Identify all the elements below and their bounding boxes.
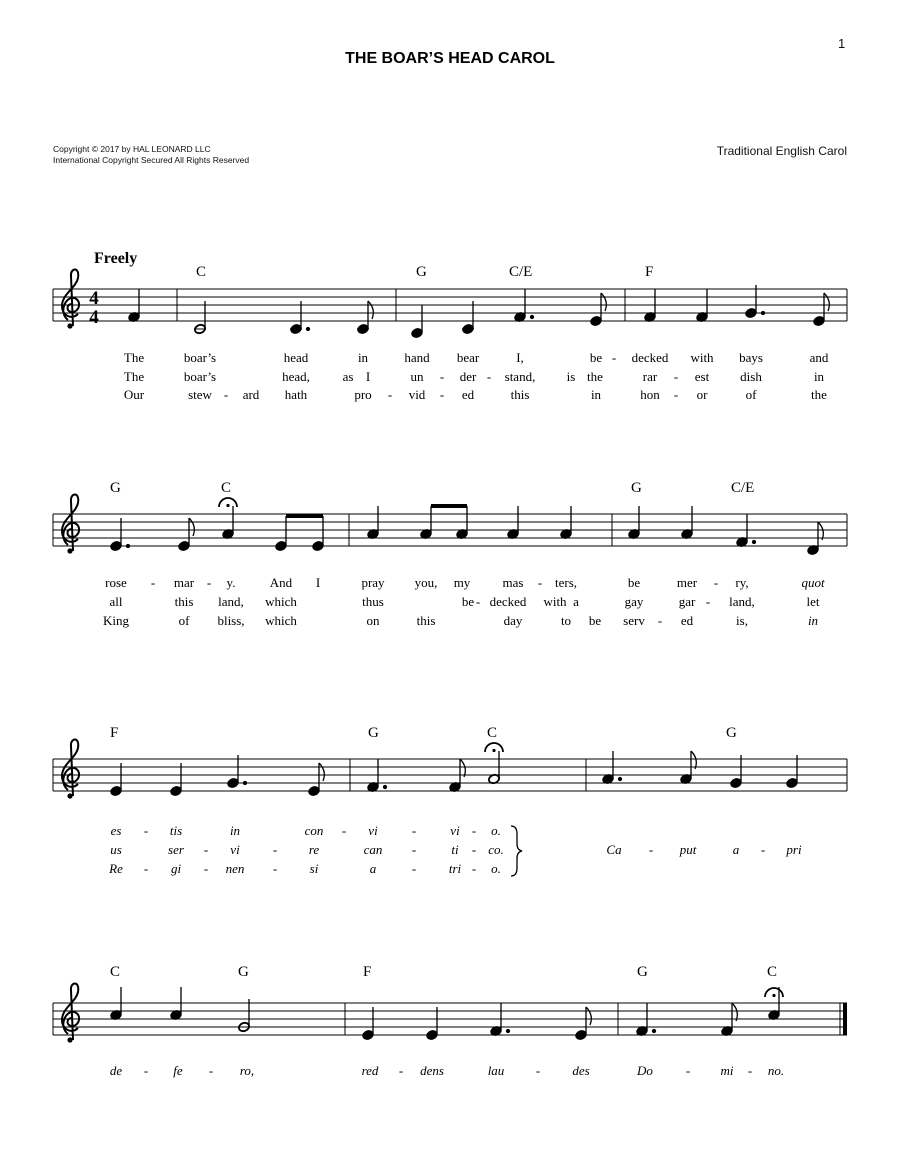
- lyric-syllable: be: [627, 575, 641, 590]
- lyric-syllable: ed: [461, 387, 475, 402]
- lyric-hyphen: -: [143, 1063, 149, 1078]
- lyric-syllable: o.: [491, 861, 501, 876]
- lyric-syllable: ry,: [735, 575, 749, 590]
- lyric-syllable: gar: [678, 594, 696, 609]
- lyric-hyphen: -: [143, 823, 149, 838]
- lyric-syllable: bear: [456, 350, 480, 365]
- notes: [110, 987, 781, 1041]
- time-signature-top: 4: [89, 288, 99, 309]
- song-title: THE BOAR’S HEAD CAROL: [345, 50, 555, 67]
- lyric-syllable: I: [365, 369, 371, 384]
- lyric-syllable: Our: [123, 387, 145, 402]
- chord-symbol: C: [487, 725, 498, 741]
- lyric-hyphen: -: [272, 861, 278, 876]
- lyric-syllable: vi: [230, 842, 240, 857]
- lyric-syllable: tis: [169, 823, 183, 838]
- treble-clef-icon: [62, 270, 79, 329]
- lyric-syllable: hand: [404, 350, 430, 365]
- lyric-hyphen: -: [439, 387, 445, 402]
- lyric-syllable: ro,: [239, 1063, 255, 1078]
- lyric-syllable: ser: [168, 842, 184, 857]
- lyric-syllable: der: [459, 369, 477, 384]
- staff-lines: [53, 289, 847, 321]
- lyrics-system-2: [103, 575, 825, 628]
- lyric-syllable: all: [109, 594, 123, 609]
- composer-credit: Traditional English Carol: [716, 144, 847, 158]
- lyric-syllable: lau: [487, 1063, 505, 1078]
- lyric-syllable: in: [807, 613, 819, 628]
- lyric-syllable: land,: [729, 594, 755, 609]
- lyric-syllable: in: [229, 823, 241, 838]
- lyric-syllable: ti: [451, 842, 459, 857]
- chord-symbol: C/E: [731, 480, 755, 496]
- chord-symbol: C/E: [509, 264, 533, 280]
- lyric-syllable: I,: [516, 350, 524, 365]
- chord-symbol: G: [110, 480, 121, 496]
- lyric-syllable: vid: [408, 387, 426, 402]
- lyric-syllable: the: [811, 387, 827, 402]
- lyric-hyphen: -: [747, 1063, 753, 1078]
- final-barline: [843, 1003, 847, 1035]
- lyric-hyphen: -: [471, 861, 477, 876]
- lyric-syllable: as: [342, 369, 354, 384]
- lyrics-system-3: [108, 823, 802, 876]
- chord-symbol: G: [726, 725, 737, 741]
- lyric-syllable: con: [304, 823, 324, 838]
- lyric-syllable: of: [745, 387, 757, 402]
- lyric-syllable: can: [363, 842, 383, 857]
- lyric-syllable: dish: [740, 369, 762, 384]
- lyric-syllable: to: [560, 613, 572, 628]
- lyric-syllable: day: [503, 613, 523, 628]
- lyric-syllable: Re: [109, 861, 123, 876]
- lyric-syllable: of: [178, 613, 190, 628]
- lyric-syllable: ters,: [554, 575, 578, 590]
- lyric-syllable: with: [690, 350, 714, 365]
- lyric-syllable: in: [590, 387, 602, 402]
- lyric-syllable: Ca: [606, 842, 622, 857]
- page-number: 1: [838, 36, 846, 51]
- lyric-hyphen: -: [535, 1063, 541, 1078]
- lyric-syllable: mi: [720, 1063, 734, 1078]
- lyric-hyphen: -: [206, 575, 212, 590]
- lyric-syllable: tri: [448, 861, 462, 876]
- lyric-syllable: hon: [640, 387, 660, 402]
- lyric-syllable: us: [110, 842, 122, 857]
- lyric-hyphen: -: [673, 369, 679, 384]
- lyric-hyphen: -: [398, 1063, 404, 1078]
- lyric-syllable: a: [369, 861, 377, 876]
- chord-symbol: C: [110, 964, 121, 980]
- lyric-hyphen: -: [208, 1063, 214, 1078]
- lyric-hyphen: -: [648, 842, 654, 857]
- lyric-syllable: And: [269, 575, 293, 590]
- lyric-hyphen: -: [537, 575, 543, 590]
- staff-system-4: [53, 964, 847, 1043]
- lyric-syllable: on: [366, 613, 380, 628]
- lyric-hyphen: -: [143, 861, 149, 876]
- chord-symbol: C: [196, 264, 207, 280]
- lyric-hyphen: -: [411, 823, 417, 838]
- treble-clef-icon: [62, 495, 79, 554]
- staff-lines: [53, 514, 847, 546]
- lyric-syllable: y.: [226, 575, 236, 590]
- chord-symbol: G: [238, 964, 249, 980]
- lyric-syllable: King: [103, 613, 129, 628]
- lyric-syllable: des: [572, 1063, 590, 1078]
- lyric-syllable: est: [694, 369, 710, 384]
- lyric-syllable: is,: [736, 613, 748, 628]
- lyrics-system-4: [110, 1063, 784, 1078]
- lyric-syllable: and: [809, 350, 829, 365]
- fermata-icon: [485, 743, 503, 752]
- lyric-syllable: be: [588, 613, 602, 628]
- treble-clef-icon: [62, 984, 79, 1043]
- lyric-hyphen: -: [411, 842, 417, 857]
- lyric-syllable: let: [806, 594, 820, 609]
- lyric-syllable: bliss,: [217, 613, 245, 628]
- verse-brace: [511, 826, 522, 876]
- lyric-syllable: boar’s: [183, 369, 217, 384]
- lyric-syllable: red: [361, 1063, 379, 1078]
- lyric-hyphen: -: [203, 861, 209, 876]
- lyric-hyphen: -: [471, 823, 477, 838]
- chord-symbol: C: [767, 964, 778, 980]
- chord-symbol: G: [368, 725, 379, 741]
- lyric-hyphen: -: [203, 842, 209, 857]
- lyric-syllable: un: [410, 369, 424, 384]
- chord-symbol: G: [637, 964, 648, 980]
- lyric-syllable: land,: [218, 594, 244, 609]
- lyric-syllable: boar’s: [183, 350, 217, 365]
- lyric-syllable: decked: [631, 350, 669, 365]
- lyric-syllable: gi: [170, 861, 182, 876]
- lyric-syllable: vi: [450, 823, 460, 838]
- lyric-syllable: this: [510, 387, 530, 402]
- chord-symbol: F: [110, 725, 119, 741]
- lyric-hyphen: -: [150, 575, 156, 590]
- lyric-syllable: no.: [767, 1063, 785, 1078]
- fermata-icon: [765, 988, 783, 997]
- lyric-syllable: this: [416, 613, 436, 628]
- lyric-hyphen: -: [341, 823, 347, 838]
- lyric-hyphen: -: [713, 575, 719, 590]
- lyric-syllable: mer: [676, 575, 698, 590]
- lyric-syllable: my: [453, 575, 471, 590]
- lyric-syllable: mas: [502, 575, 524, 590]
- treble-clef-icon: [62, 740, 79, 799]
- lyric-syllable: stew: [188, 387, 212, 402]
- notes: [128, 285, 830, 339]
- lyric-syllable: fe: [173, 1063, 183, 1078]
- lyric-syllable: put: [679, 842, 697, 857]
- lyric-hyphen: -: [223, 387, 229, 402]
- lyric-syllable: serv: [623, 613, 645, 628]
- lyric-syllable: in: [357, 350, 369, 365]
- lyric-hyphen: -: [657, 613, 663, 628]
- lyric-syllable: pro: [354, 387, 372, 402]
- lyric-syllable: hath: [284, 387, 308, 402]
- lyric-syllable: a: [732, 842, 740, 857]
- lyric-syllable: or: [696, 387, 708, 402]
- lyric-syllable: pri: [786, 842, 802, 857]
- fermata-icon: [219, 498, 237, 507]
- lyric-syllable: in: [813, 369, 825, 384]
- staff-system-1: [53, 264, 847, 339]
- lyric-syllable: the: [587, 369, 603, 384]
- lyric-syllable: de: [109, 1063, 123, 1078]
- chord-symbol: C: [221, 480, 232, 496]
- chord-symbol: F: [363, 964, 372, 980]
- lyric-syllable: I: [315, 575, 321, 590]
- lyric-hyphen: -: [411, 861, 417, 876]
- lyric-hyphen: -: [387, 387, 393, 402]
- lyric-syllable: which: [265, 613, 297, 628]
- lyric-syllable: pray: [361, 575, 385, 590]
- lyric-syllable: is: [566, 369, 576, 384]
- lyric-syllable: mar: [173, 575, 195, 590]
- lyric-syllable: you,: [414, 575, 438, 590]
- lyric-syllable: stand,: [504, 369, 536, 384]
- lyric-syllable: The: [123, 350, 145, 365]
- lyric-syllable: quot: [801, 575, 825, 590]
- lyric-syllable: o.: [491, 823, 501, 838]
- lyric-syllable: this: [174, 594, 194, 609]
- lyric-syllable: The: [123, 369, 145, 384]
- lyric-syllable: which: [265, 594, 297, 609]
- lyric-syllable: si: [309, 861, 319, 876]
- lyric-syllable: rose: [105, 575, 127, 590]
- notes: [110, 751, 799, 797]
- lyric-hyphen: -: [486, 369, 492, 384]
- lyric-syllable: ard: [242, 387, 260, 402]
- chord-symbol: F: [645, 264, 654, 280]
- copyright-line-2: International Copyright Secured All Rights Reserved: [53, 155, 250, 165]
- lyric-hyphen: -: [471, 842, 477, 857]
- lyric-syllable: a: [573, 594, 579, 609]
- lyric-hyphen: -: [611, 350, 617, 365]
- lyric-syllable: ed: [680, 613, 694, 628]
- lyrics-system-1: [124, 350, 829, 402]
- lyric-syllable: vi: [368, 823, 378, 838]
- lyric-syllable: dens: [420, 1063, 444, 1078]
- staff-system-2: [53, 480, 847, 556]
- lyric-syllable: head,: [282, 369, 310, 384]
- lyric-syllable: gay: [624, 594, 644, 609]
- lyric-syllable: rar: [642, 369, 658, 384]
- lyric-hyphen: -: [475, 594, 481, 609]
- lyric-hyphen: -: [685, 1063, 691, 1078]
- lyric-syllable: bays: [739, 350, 763, 365]
- lyric-hyphen: -: [760, 842, 766, 857]
- notes: [110, 506, 824, 556]
- lyric-syllable: head: [283, 350, 309, 365]
- lyric-syllable: be: [589, 350, 603, 365]
- lyric-hyphen: -: [439, 369, 445, 384]
- lyric-hyphen: -: [673, 387, 679, 402]
- lyric-syllable: nen: [225, 861, 245, 876]
- lyric-syllable: co.: [488, 842, 504, 857]
- lyric-syllable: be: [461, 594, 475, 609]
- lyric-syllable: es: [110, 823, 122, 838]
- chord-symbol: G: [631, 480, 642, 496]
- lyric-syllable: re: [308, 842, 320, 857]
- copyright-line-1: Copyright © 2017 by HAL LEONARD LLC: [53, 144, 211, 154]
- time-signature-bottom: 4: [89, 307, 99, 328]
- tempo-marking: Freely: [94, 250, 138, 267]
- lyric-syllable: with: [543, 594, 567, 609]
- lyric-hyphen: -: [705, 594, 711, 609]
- chord-symbol: G: [416, 264, 427, 280]
- lyric-syllable: decked: [489, 594, 527, 609]
- lyric-syllable: thus: [362, 594, 384, 609]
- lyric-syllable: Do: [637, 1063, 653, 1078]
- lyric-hyphen: -: [272, 842, 278, 857]
